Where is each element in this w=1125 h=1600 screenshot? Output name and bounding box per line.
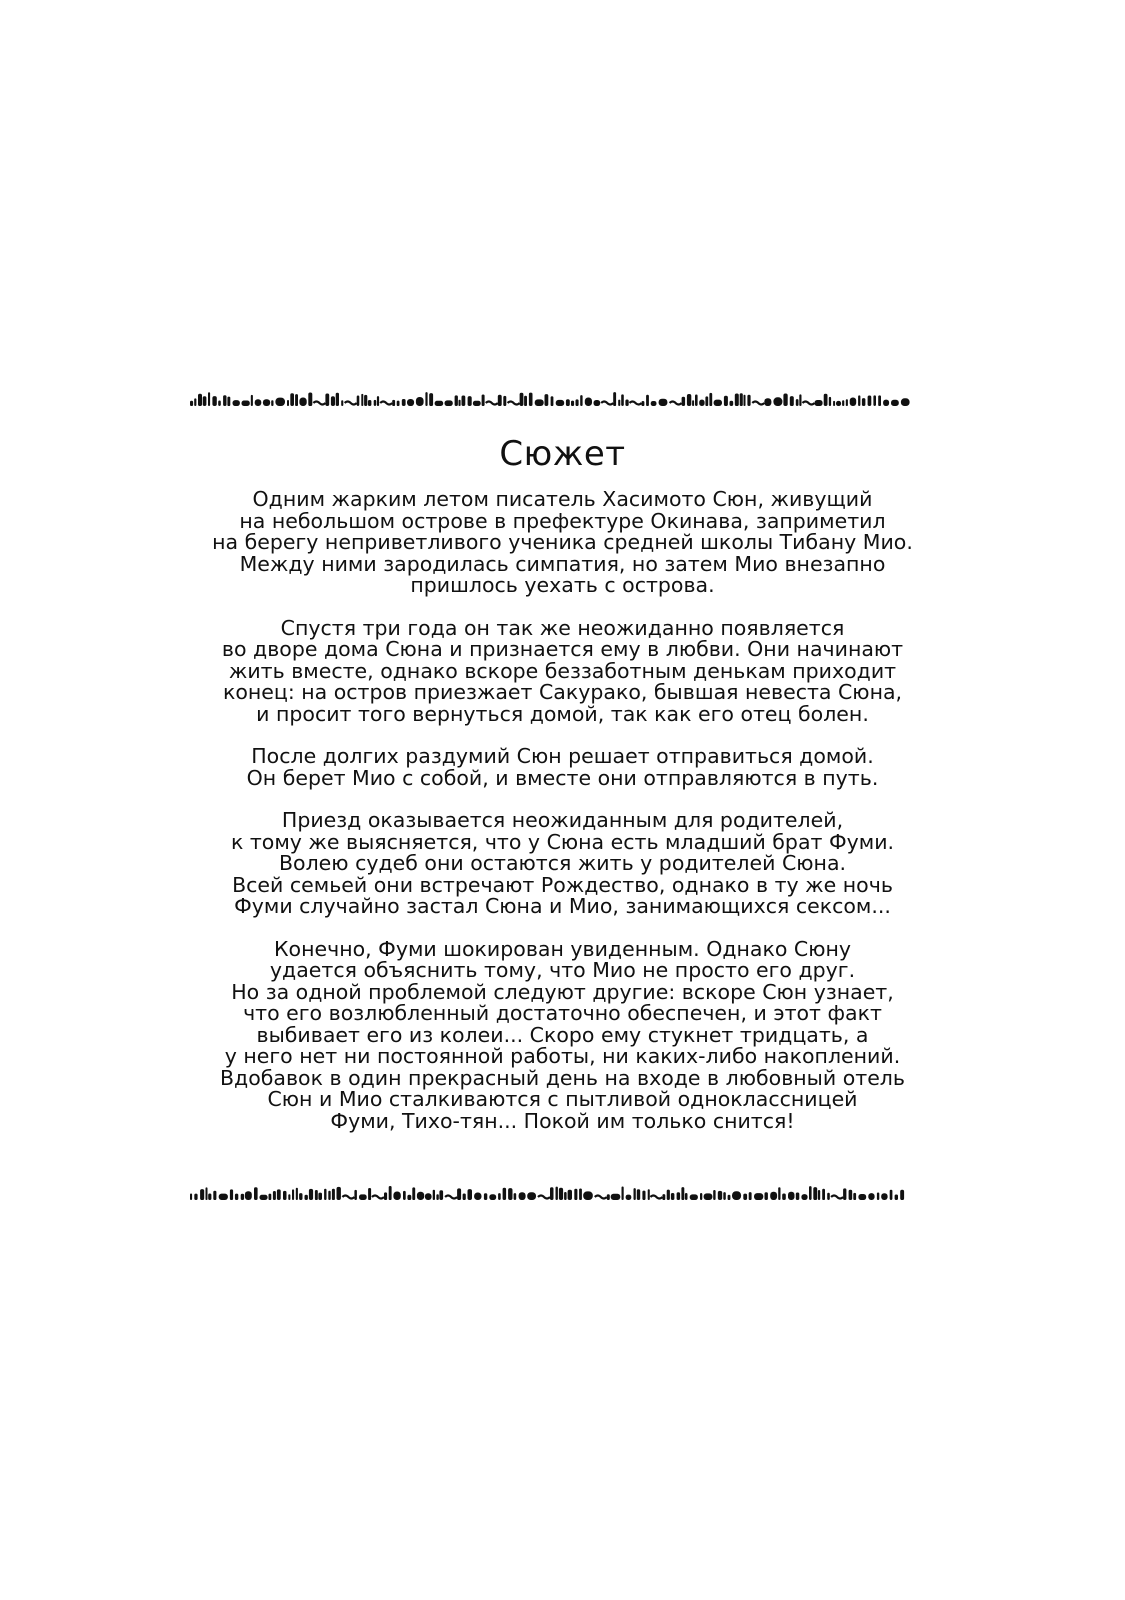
text-line: пришлось уехать с острова. bbox=[410, 573, 715, 597]
text-line: Он берет Мио с собой, и вместе они отправляются в путь. bbox=[246, 765, 879, 790]
ornament-pattern-top bbox=[190, 392, 910, 408]
text-line: Волею судеб они остаются жить у родителей Сюна. bbox=[278, 851, 847, 875]
text-line: Приезд оказывается неожиданным для родителей, bbox=[281, 808, 844, 832]
text-line: у него нет ни постоянной работы, ни каких-либо накоплений. bbox=[224, 1044, 901, 1068]
paragraph-3 bbox=[160, 746, 965, 789]
text-line: жить вместе, однако вскоре беззаботным денькам приходит bbox=[228, 658, 897, 683]
page-title: Сюжет bbox=[499, 434, 626, 474]
text-line: Между ними зародилась симпатия, но затем Мио внезапно bbox=[239, 551, 886, 576]
text-line: удается объяснить тому, что Мио не просто его друг. bbox=[269, 958, 856, 982]
text-line: выбивает его из колеи... Скоро ему стукнет тридцать, а bbox=[256, 1022, 869, 1047]
ornamental-divider-top bbox=[190, 392, 910, 408]
text-line: и просит того вернуться домой, так как его отец болен. bbox=[256, 701, 869, 726]
text-line: конец: на остров приезжает Сакурако, бывшая невеста Сюна, bbox=[222, 680, 903, 704]
text-line: Конечно, Фуми шокирован увиденным. Однако Сюну bbox=[273, 936, 852, 961]
text-line: После долгих раздумий Сюн решает отправиться домой. bbox=[251, 744, 874, 768]
ornament-pattern-bottom bbox=[190, 1186, 910, 1202]
text-line: Вдобавок в один прекрасный день на входе в любовный отель bbox=[219, 1065, 905, 1090]
paragraph-1 bbox=[160, 489, 965, 597]
text-line: к тому же выясняется, что у Сюна есть младший брат Фуми. bbox=[230, 829, 895, 854]
text-line: на берегу неприветливого ученика средней школы Тибану Мио. bbox=[212, 530, 913, 554]
text-line: на небольшом острове в префектуре Окинава, заприметил bbox=[239, 508, 886, 533]
ornamental-divider-bottom bbox=[190, 1186, 910, 1202]
paragraph-2 bbox=[160, 615, 965, 726]
text-line: Спустя три года он так же неожиданно появляется bbox=[280, 615, 845, 640]
text-line: что его возлюбленный достаточно обеспечен, и этот факт bbox=[243, 1001, 882, 1025]
text-line: Всей семьей они встречают Рождество, однако в ту же ночь bbox=[232, 872, 893, 897]
text-line: Но за одной проблемой следуют другие: вскоре Сюн узнает, bbox=[231, 979, 894, 1004]
text-line: Фуми случайно застал Сюна и Мио, занимающихся сексом... bbox=[234, 894, 891, 918]
paragraph-4 bbox=[160, 810, 965, 918]
text-line: Фуми, Тихо-тян... Покой им только снится! bbox=[330, 1108, 795, 1133]
text-line: Сюн и Мио сталкиваются с пытливой одноклассницей bbox=[267, 1087, 858, 1111]
text-line: Одним жарким летом писатель Хасимото Сюн, живущий bbox=[252, 487, 873, 511]
text-line: во дворе дома Сюна и признается ему в любви. Они начинают bbox=[221, 637, 904, 661]
synopsis-text bbox=[160, 489, 965, 1153]
paragraph-5 bbox=[160, 936, 965, 1133]
